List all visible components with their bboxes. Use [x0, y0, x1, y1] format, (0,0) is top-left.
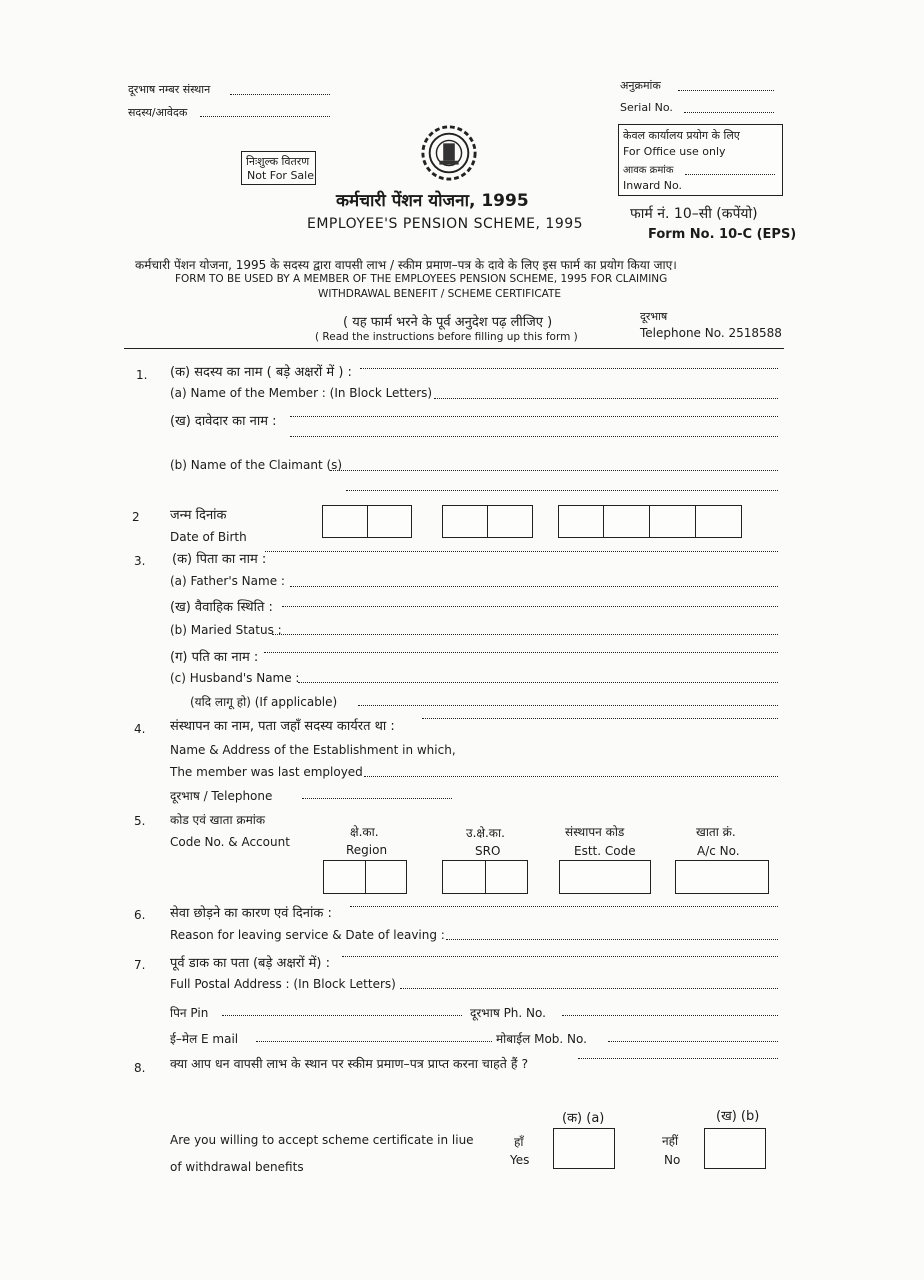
- claimant-label-hi: (ख) दावेदार का नाम :: [170, 414, 277, 429]
- mobile-label: मोबाईल Mob. No.: [496, 1032, 587, 1046]
- husband-line-1[interactable]: [264, 652, 778, 653]
- dob-label-hi: जन्म दिनांक: [170, 508, 227, 523]
- postal-address-label-hi: पूर्व डाक का पता (बड़े अक्षरों में) :: [170, 956, 330, 971]
- marital-line-1[interactable]: [282, 606, 778, 607]
- item-number-6: 6.: [134, 908, 146, 922]
- postal-address-field[interactable]: [400, 988, 778, 989]
- leaving-reason-label-en: Reason for leaving service & Date of leaving :: [170, 928, 445, 942]
- telephone-label-hi: दूरभाष: [640, 310, 668, 323]
- purpose-en-1: FORM TO BE USED BY A MEMBER OF THE EMPLOYEES PENSION SCHEME, 1995 FOR CLAIMING: [175, 273, 668, 285]
- item-number-7: 7.: [134, 958, 146, 972]
- estt-code-box[interactable]: [559, 860, 651, 894]
- phone-label: दूरभाष Ph. No.: [470, 1006, 546, 1020]
- title-hi: कर्मचारी पेंशन योजना, 1995: [336, 191, 529, 211]
- not-for-sale-stamp: [241, 151, 316, 185]
- read-instructions-en: ( Read the instructions before filling up this form ): [315, 331, 578, 343]
- mobile-field[interactable]: [608, 1041, 778, 1042]
- willing-question-en-1: Are you willing to accept scheme certificate in liue: [170, 1133, 474, 1147]
- claimant-label-en: (b) Name of the Claimant (s): [170, 458, 343, 472]
- form-no-en: Form No. 10-C (EPS): [648, 227, 797, 242]
- establishment-telephone-field[interactable]: [302, 798, 452, 799]
- leaving-reason-label-hi: सेवा छोड़ने का कारण एवं दिनांक :: [170, 906, 332, 921]
- father-label-en: (a) Father's Name :: [170, 574, 285, 588]
- claimant-line-3[interactable]: [346, 490, 778, 491]
- no-checkbox[interactable]: [704, 1128, 766, 1169]
- estt-code-label-en: Estt. Code: [574, 844, 636, 858]
- region-label-hi: क्षे.का.: [350, 825, 379, 839]
- form-no-hi: फार्म नं. 10–सी (कपेंयो): [630, 206, 758, 222]
- member-name-field[interactable]: [434, 398, 778, 399]
- pin-field[interactable]: [222, 1015, 462, 1016]
- marital-label-hi: (ख) वैवाहिक स्थिति :: [170, 600, 273, 615]
- code-account-label-en: Code No. & Account: [170, 835, 290, 849]
- establishment-field[interactable]: [364, 776, 778, 777]
- leaving-reason-line-1[interactable]: [350, 906, 778, 907]
- item-number-4: 4.: [134, 722, 146, 736]
- dob-day-box[interactable]: [322, 505, 412, 538]
- leaving-reason-field[interactable]: [446, 939, 778, 940]
- region-label-en: Region: [346, 843, 388, 857]
- if-applicable-field[interactable]: [358, 705, 778, 706]
- establishment-label-hi: संस्थापन का नाम, पता जहाँ सदस्य कार्यरत था :: [170, 719, 395, 734]
- account-number-box[interactable]: [675, 860, 769, 894]
- scheme-question-line: [578, 1058, 778, 1059]
- dob-label-en: Date of Birth: [170, 530, 247, 544]
- code-account-label-hi: कोड एवं खाता क्रमांक: [170, 813, 266, 827]
- email-label: ई–मेल E mail: [170, 1032, 239, 1046]
- item-number-3: 3.: [134, 554, 146, 568]
- sro-label-hi: उ.क्षे.का.: [466, 826, 505, 840]
- marital-label-en: (b) Maried Status :: [170, 623, 282, 637]
- father-name-field[interactable]: [290, 586, 778, 587]
- item-number-2: 2: [132, 510, 140, 524]
- dob-year-box[interactable]: [558, 505, 742, 538]
- item-number-1: 1.: [136, 368, 148, 382]
- account-label-hi: खाता क्रं.: [696, 825, 736, 839]
- item-number-5: 5.: [134, 814, 146, 828]
- pin-label: पिन Pin: [170, 1006, 209, 1020]
- phone-field[interactable]: [562, 1015, 778, 1016]
- claimant-field[interactable]: [330, 470, 778, 471]
- yes-checkbox[interactable]: [553, 1128, 615, 1169]
- scheme-certificate-question-hi: क्या आप धन वापसी लाभ के स्थान पर स्कीम प्रमाण–पत्र प्राप्त करना चाहते हैं ?: [170, 1056, 529, 1071]
- establishment-label-en-2: The member was last employed: [170, 765, 363, 779]
- telephone-number: Telephone No. 2518588: [640, 326, 782, 340]
- serial-field[interactable]: [684, 112, 774, 113]
- purpose-en-2: WITHDRAWAL BENEFIT / SCHEME CERTIFICATE: [318, 288, 562, 300]
- establishment-line-1[interactable]: [422, 718, 778, 719]
- claimant-line-1[interactable]: [290, 416, 778, 417]
- inward-label-hi: आवक क्रमांक: [623, 165, 674, 176]
- email-field[interactable]: [256, 1041, 492, 1042]
- father-label-hi: (क) पिता का नाम :: [172, 552, 267, 567]
- establishment-label-en-1: Name & Address of the Establishment in which,: [170, 743, 456, 757]
- member-name-label-en: (a) Name of the Member : (In Block Letters): [170, 386, 433, 400]
- husband-name-field[interactable]: [298, 682, 778, 683]
- yes-label-en: Yes: [510, 1153, 530, 1167]
- option-a-label: (क) (a): [562, 1111, 605, 1126]
- header-divider: [124, 348, 784, 349]
- marital-status-field[interactable]: [272, 634, 778, 635]
- member-name-label-hi: (क) सदस्य का नाम ( बड़े अक्षरों में ) :: [170, 365, 352, 380]
- item-number-8: 8.: [134, 1061, 146, 1075]
- postal-address-label-en: Full Postal Address : (In Block Letters): [170, 977, 396, 991]
- office-use-hi: केवल कार्यालय प्रयोग के लिए: [623, 129, 740, 142]
- epfo-logo-icon: [420, 124, 478, 182]
- account-label-en: A/c No.: [697, 844, 740, 858]
- purpose-hi: कर्मचारी पेंशन योजना, 1995 के सदस्य द्वारा वापसी लाभ / स्कीम प्रमाण–पत्र के दावे के लिए इस फार्म का प्रयोग किया जाए।: [135, 258, 677, 272]
- phone-establishment-label: दूरभाष नम्बर संस्थान: [128, 83, 211, 96]
- serial-label-hi: अनुक्रमांक: [620, 79, 661, 92]
- member-applicant-label: सदस्य/आवेदक: [128, 106, 188, 119]
- title-en: EMPLOYEE'S PENSION SCHEME, 1995: [307, 216, 584, 232]
- free-distribution-en: Not For Sale: [247, 169, 314, 182]
- sro-label-en: SRO: [475, 844, 501, 858]
- father-line-1[interactable]: [265, 551, 778, 552]
- sro-code-box[interactable]: [442, 860, 528, 894]
- yes-label-hi: हाँ: [514, 1135, 524, 1149]
- office-use-en: For Office use only: [623, 145, 726, 158]
- member-name-line-1[interactable]: [360, 368, 778, 369]
- postal-address-line-1[interactable]: [342, 956, 778, 957]
- estt-code-label-hi: संस्थापन कोड: [565, 825, 625, 839]
- inward-label-en: Inward No.: [623, 179, 683, 192]
- member-applicant-field[interactable]: [200, 116, 330, 117]
- option-b-label: (ख) (b): [716, 1109, 760, 1124]
- claimant-line-2[interactable]: [290, 436, 778, 437]
- inward-field[interactable]: [685, 174, 775, 175]
- serial-field-hi[interactable]: [678, 90, 774, 91]
- dob-month-box[interactable]: [442, 505, 533, 538]
- free-distribution-hi: निःशुल्क वितरण: [246, 155, 310, 168]
- office-use-box: [618, 124, 783, 196]
- if-applicable-label: (यदि लागू हो) (If applicable): [190, 695, 338, 709]
- serial-label-en: Serial No.: [620, 101, 673, 114]
- husband-label-hi: (ग) पति का नाम :: [170, 650, 259, 665]
- husband-label-en: (c) Husband's Name :: [170, 671, 300, 685]
- no-label-en: No: [664, 1153, 681, 1167]
- read-instructions-hi: ( यह फार्म भरने के पूर्व अनुदेश पढ़ लीजिए ): [343, 315, 553, 330]
- phone-establishment-field[interactable]: [230, 94, 330, 95]
- no-label-hi: नहीं: [662, 1134, 679, 1148]
- establishment-telephone-label: दूरभाष / Telephone: [170, 789, 273, 803]
- willing-question-en-2: of withdrawal benefits: [170, 1160, 304, 1174]
- region-code-box[interactable]: [323, 860, 407, 894]
